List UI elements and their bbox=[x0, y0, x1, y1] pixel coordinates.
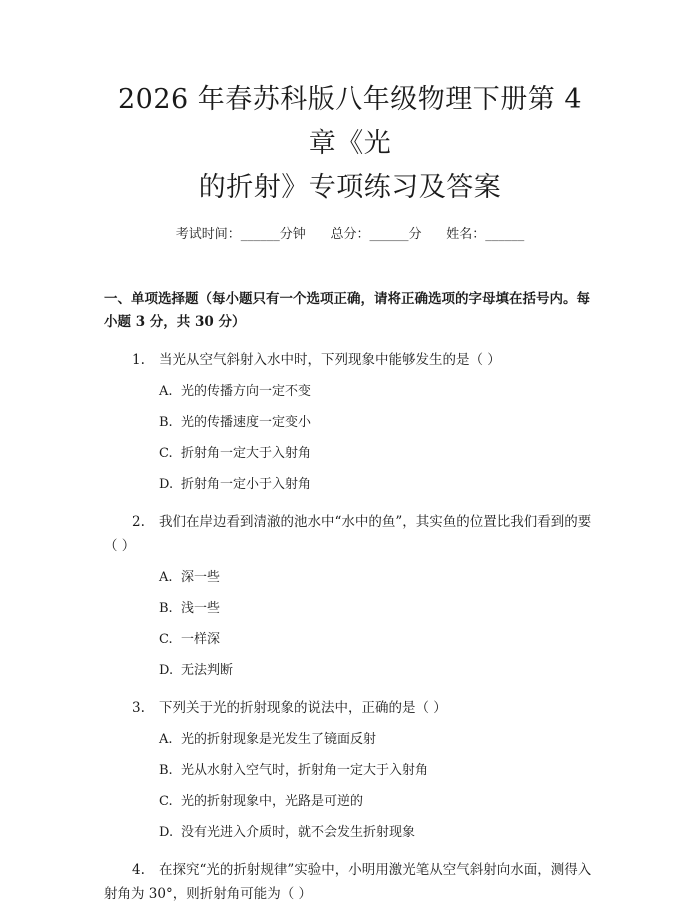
answer-option bbox=[104, 567, 596, 589]
option-letter: D. bbox=[159, 663, 174, 678]
option-letter: C. bbox=[159, 794, 173, 809]
option-letter: D. bbox=[159, 477, 174, 492]
question-stem bbox=[104, 510, 596, 558]
option-text: 浅一些 bbox=[181, 601, 221, 616]
answer-option bbox=[104, 660, 596, 682]
question-text: 下列关于光的折射现象的说法中，正确的是（ ） bbox=[159, 700, 447, 716]
option-letter: B. bbox=[159, 601, 173, 616]
answer-option bbox=[104, 822, 596, 844]
option-text: 折射角一定小于入射角 bbox=[181, 477, 312, 492]
answer-option bbox=[104, 412, 596, 434]
option-text: 折射角一定大于入射角 bbox=[181, 446, 312, 461]
answer-option bbox=[104, 760, 596, 782]
option-letter: A. bbox=[159, 384, 173, 399]
option-text: 光从水射入空气时，折射角一定大于入射角 bbox=[181, 763, 429, 778]
title-line-1: 2026 年春苏科版八年级物理下册第 4 章《光 bbox=[117, 84, 583, 159]
option-text: 一样深 bbox=[181, 632, 221, 647]
option-letter: A. bbox=[159, 732, 173, 747]
answer-option bbox=[104, 381, 596, 403]
option-letter: B. bbox=[159, 763, 173, 778]
title-line-2: 的折射》专项练习及答案 bbox=[198, 172, 502, 203]
question-number: 2. bbox=[132, 514, 145, 530]
option-text: 光的传播方向一定不变 bbox=[181, 384, 312, 399]
question-stem bbox=[104, 858, 596, 906]
option-letter: D. bbox=[159, 825, 174, 840]
option-letter: A. bbox=[159, 570, 173, 585]
option-text: 没有光进入介质时，就不会发生折射现象 bbox=[181, 825, 416, 840]
question-stem bbox=[104, 348, 596, 372]
option-letter: C. bbox=[159, 632, 173, 647]
answer-option bbox=[104, 729, 596, 751]
exam-info-line: 考试时间：______分钟 总分：______分 姓名：______ bbox=[175, 227, 525, 242]
answer-option bbox=[104, 629, 596, 651]
question-number: 4. bbox=[132, 862, 145, 878]
option-text: 无法判断 bbox=[181, 663, 234, 678]
question-number: 1. bbox=[132, 352, 145, 368]
document-title bbox=[104, 0, 596, 210]
answer-option bbox=[104, 791, 596, 813]
option-text: 光的折射现象是光发生了镜面反射 bbox=[181, 732, 377, 747]
question-text: 在探究“光的折射规律”实验中，小明用激光笔从空气斜射向水面，测得入射角为 30°，则折射角可能为（ ） bbox=[104, 862, 592, 902]
section-heading: 一、单项选择题（每小题只有一个选项正确，请将正确选项的字母填在括号内。每小题 3 分，共 30 分） bbox=[104, 291, 590, 330]
question-list bbox=[104, 348, 596, 906]
question-stem bbox=[104, 696, 596, 720]
answer-option bbox=[104, 474, 596, 496]
option-letter: B. bbox=[159, 415, 173, 430]
option-text: 光的传播速度一定变小 bbox=[181, 415, 312, 430]
question-text: 当光从空气斜射入水中时，下列现象中能够发生的是（ ） bbox=[159, 352, 501, 368]
answer-option bbox=[104, 443, 596, 465]
question-text: 我们在岸边看到清澈的池水中“水中的鱼”，其实鱼的位置比我们看到的要（ ） bbox=[104, 514, 592, 554]
option-text: 光的折射现象中，光路是可逆的 bbox=[181, 794, 364, 809]
option-text: 深一些 bbox=[181, 570, 221, 585]
question-number: 3. bbox=[132, 700, 145, 716]
option-letter: C. bbox=[159, 446, 173, 461]
answer-option bbox=[104, 598, 596, 620]
